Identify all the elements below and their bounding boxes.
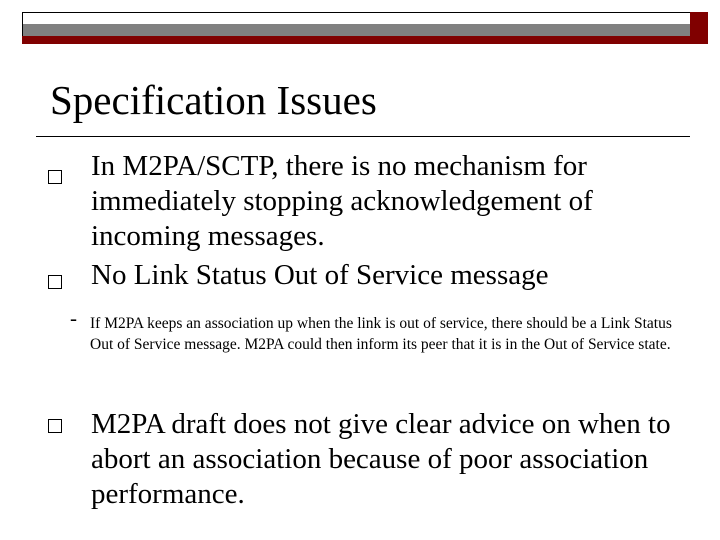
square-bullet-icon (48, 275, 62, 289)
header-red-band (22, 36, 708, 44)
title-divider (36, 136, 690, 137)
bullet-item-1: In M2PA/SCTP, there is no mechanism for immediately stopping acknowledgement of incoming messages. (91, 150, 593, 252)
square-bullet-icon (48, 170, 62, 184)
bullet-item-2: No Link Status Out of Service message (91, 259, 549, 291)
sub-bullet-item: If M2PA keeps an association up when the link is out of service, there should be a Link Status Out of Service message. M2PA could then inform its peer that it is in the Out of Service state. (90, 315, 672, 353)
header-decoration (22, 12, 708, 38)
sub-bullet-dash: - (70, 306, 77, 330)
bullet-item-3: M2PA draft does not give clear advice on when to abort an association because of poor association performance. (91, 408, 671, 510)
square-bullet-icon (48, 419, 62, 433)
header-gray-band (23, 24, 693, 36)
header-red-block (690, 12, 708, 36)
slide-title: Specification Issues (50, 77, 377, 123)
header-top-line (22, 12, 708, 13)
